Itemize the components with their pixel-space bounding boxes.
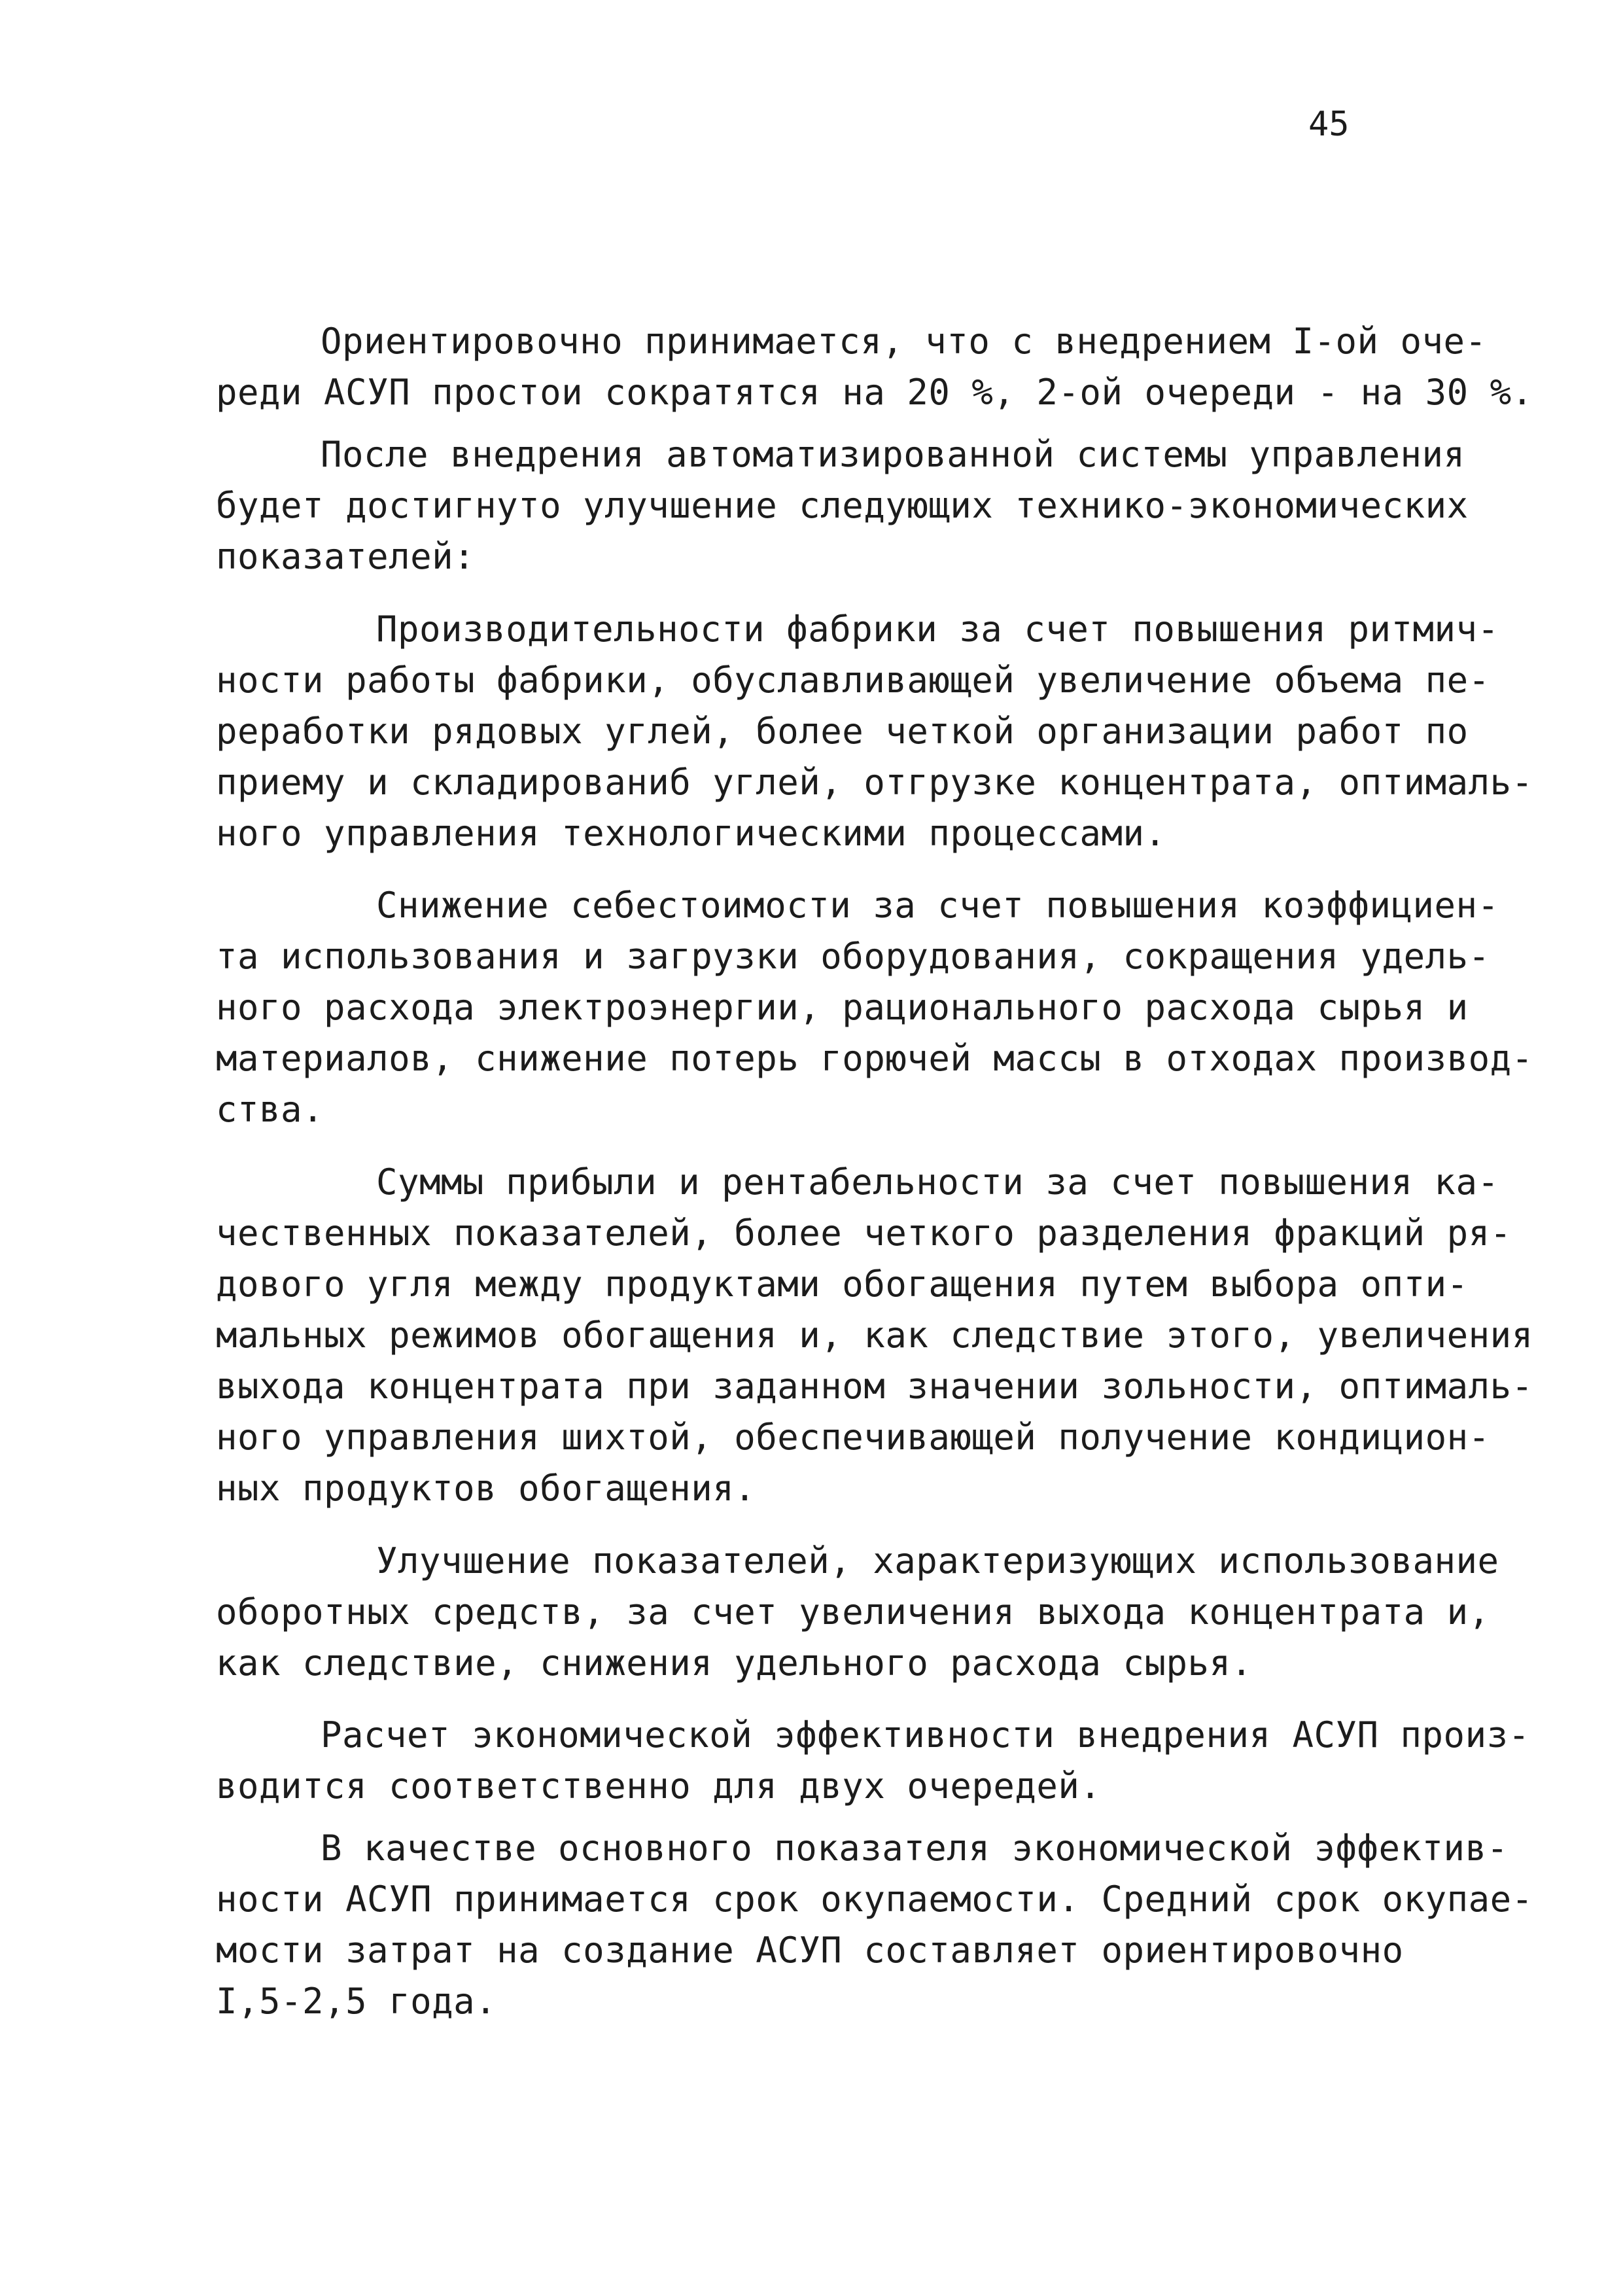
text-line: реди АСУП простои сократятся на 20 %, 2-ой очереди - на 30 %. (216, 372, 1533, 413)
text-line: В качестве основного показателя экономической эффектив- (321, 1828, 1509, 1869)
text-line: ного управления технологическими процессами. (216, 813, 1166, 854)
text-line: ности работы фабрики, обуславливающей увеличение объема пе- (216, 660, 1490, 701)
text-line: будет достигнуто улучшение следующих технико-экономических (216, 485, 1469, 526)
text-line: выхода концентрата при заданном значении зольности, оптималь- (216, 1366, 1533, 1407)
text-line: дового угля между продуктами обогащения путем выбора опти- (216, 1263, 1469, 1305)
text-line: мости затрат на создание АСУП составляет ориентировочно (216, 1930, 1404, 1971)
text-line: материалов, снижение потерь горючей массы в отходах производ- (216, 1038, 1533, 1079)
text-line: Расчет экономической эффективности внедрения АСУП произ- (321, 1714, 1530, 1756)
text-line: та использования и загрузки оборудования, сокращения удель- (216, 936, 1490, 977)
text-line: водится соответственно для двух очередей. (216, 1765, 1102, 1807)
text-line: ных продуктов обогащения. (216, 1468, 756, 1509)
text-line: показателей: (216, 536, 476, 577)
text-line: ства. (216, 1089, 324, 1130)
text-line: ности АСУП принимается срок окупаемости. Средний срок окупае- (216, 1879, 1533, 1920)
text-line: оборотных средств, за счет увеличения выхода концентрата и, (216, 1591, 1490, 1633)
text-line: приему и складированиб углей, отгрузке концентрата, оптималь- (216, 762, 1533, 803)
text-line: как следствие, снижения удельного расхода сырья. (216, 1642, 1253, 1684)
text-line: ного управления шихтой, обеспечивающей получение кондицион- (216, 1417, 1490, 1458)
text-line: мальных режимов обогащения и, как следствие этого, увеличения (216, 1315, 1533, 1356)
page-number: 45 (1308, 105, 1350, 144)
text-line: Снижение себестоимости за счет повышения коэффициен- (376, 885, 1499, 926)
text-line: Улучшение показателей, характеризующих использование (376, 1540, 1499, 1581)
text-line: Ориентировочно принимается, что с внедрением I-ой оче- (321, 321, 1487, 362)
text-line: Производительности фабрики за счет повышения ритмич- (376, 609, 1499, 650)
text-line: чественных показателей, более четкого разделения фракций ря- (216, 1212, 1512, 1254)
text-line: ного расхода электроэнергии, рационального расхода сырья и (216, 987, 1469, 1028)
text-line: После внедрения автоматизированной системы управления (321, 434, 1465, 475)
text-line: Суммы прибыли и рентабельности за счет повышения ка- (376, 1161, 1499, 1203)
text-line: I,5-2,5 года. (216, 1981, 497, 2022)
text-line: реработки рядовых углей, более четкой организации работ по (216, 711, 1469, 752)
